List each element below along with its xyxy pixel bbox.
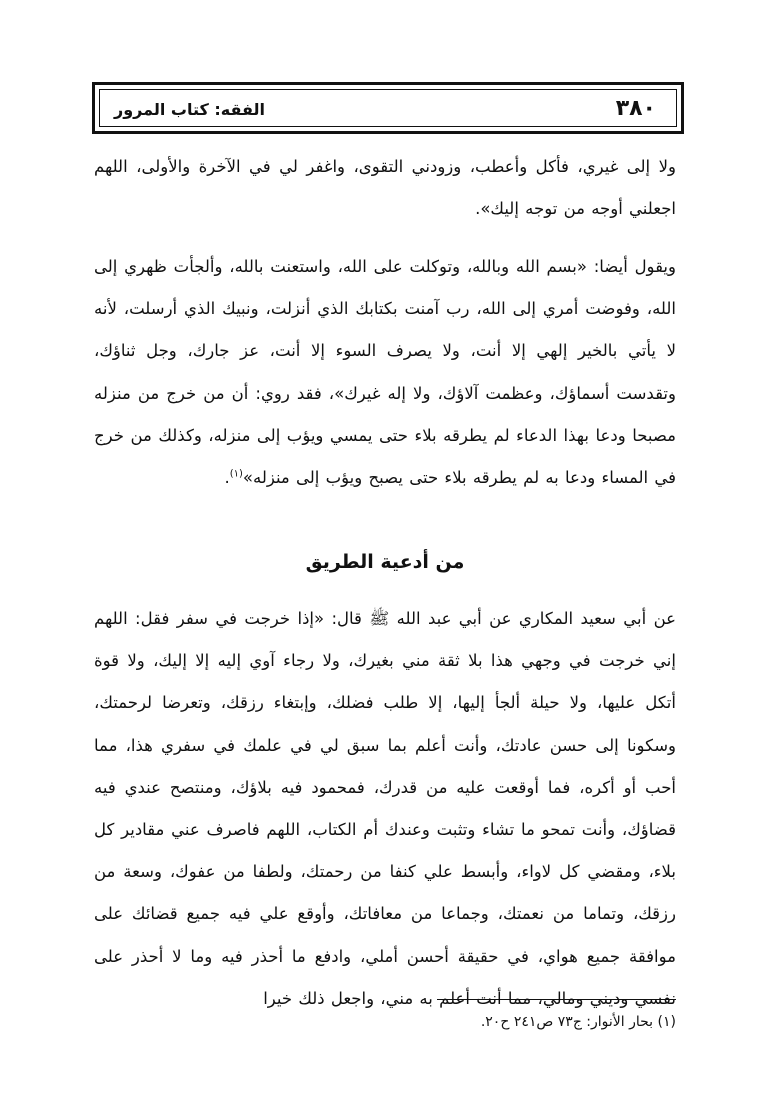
- footnote-reference: (١): [229, 468, 243, 480]
- paragraph-supplication: [94, 246, 676, 499]
- paragraph-supplication-text: ويقول أيضا: «بسم الله وبالله، وتوكلت على الله، واستعنت بالله، وألجأت ظهري إلى الله، وفوضت أمري إلى الله، رب آمنت بكتابك الذي أنزلت، ونبيك الذي أرسلت، لأنه لا يأتي بالخير إلهي إلا أنت، ولا يصرف السوء إلا أنت، عز جارك، وجل ثناؤك، وتقدست أسماؤك، وعظمت آلاؤك، ولا إله غيرك»، فقد روي: أن من خرج من منزله مصبحا ودعا بهذا الدعاء لم يطرقه بلاء حتى يمسي ويؤب إلى منزله، وكذلك من خرج في المساء ودعا به لم يطرقه بلاء حتى يصبح ويؤب إلى منزله»: [94, 257, 676, 488]
- running-title: الفقه: كتاب المرور: [114, 100, 266, 119]
- header-inner-frame: [99, 89, 677, 127]
- paragraph-continuation: ولا إلى غيري، فأكل وأعطب، وزودني التقوى، واغفر لي في الآخرة والأولى، اللهم اجعلني أوجه من توجه إليك».: [94, 157, 676, 219]
- paragraph-travel-prayer: عن أبي سعيد المكاري عن أبي عبد الله ﷺ قال: «إذا خرجت في سفر فقل: اللهم إني خرجت في وجهي هذا بلا ثقة مني بغيرك، ولا رجاء آوي إليه إلا إليك، ولا قوة أتكل عليها، ولا حيلة ألجأ إليها، إلا طلب فضلك، وإبتغاء رزقك، وتعرضا لرحمتك، وسكونا إلى حسن عادتك، وأنت أعلم بما سبق لي في علمك في سفري هذا، مما أحب أو أكره، فما أوقعت عليه من قدرك، فمحمود فيه بلاؤك، ومنتصح عندي فيه قضاؤك، وأنت تمحو ما تشاء وتثبت وعندك أم الكتاب، اللهم فاصرف عني مقادير كل بلاء، ومقضي كل لاواء، وأبسط علي كنفا من رحمتك، ولطفا من عفوك، وسعة من رزقك، وتماما من نعمتك، وجماعا من معافاتك، وأوقع علي فيه جميع قضائك على موافقة جميع هواي، في حقيقة أحسن أملي، وادفع ما أحذر فيه وما لا أحذر على نفسي وديني ومالي، مما أنت أعلم به مني، واجعل ذلك خيرا: [94, 609, 676, 1008]
- page-number: ٣٨٠: [615, 96, 656, 121]
- running-header: [92, 82, 684, 134]
- footnote-divider: [437, 999, 676, 1000]
- paragraph-supplication-end: .: [224, 468, 230, 488]
- section-heading: من أدعية الطريق: [305, 551, 465, 573]
- footnote: (١) بحار الأنوار: ج٧٣ ص٢٤١ ح٢٠.: [480, 1014, 676, 1030]
